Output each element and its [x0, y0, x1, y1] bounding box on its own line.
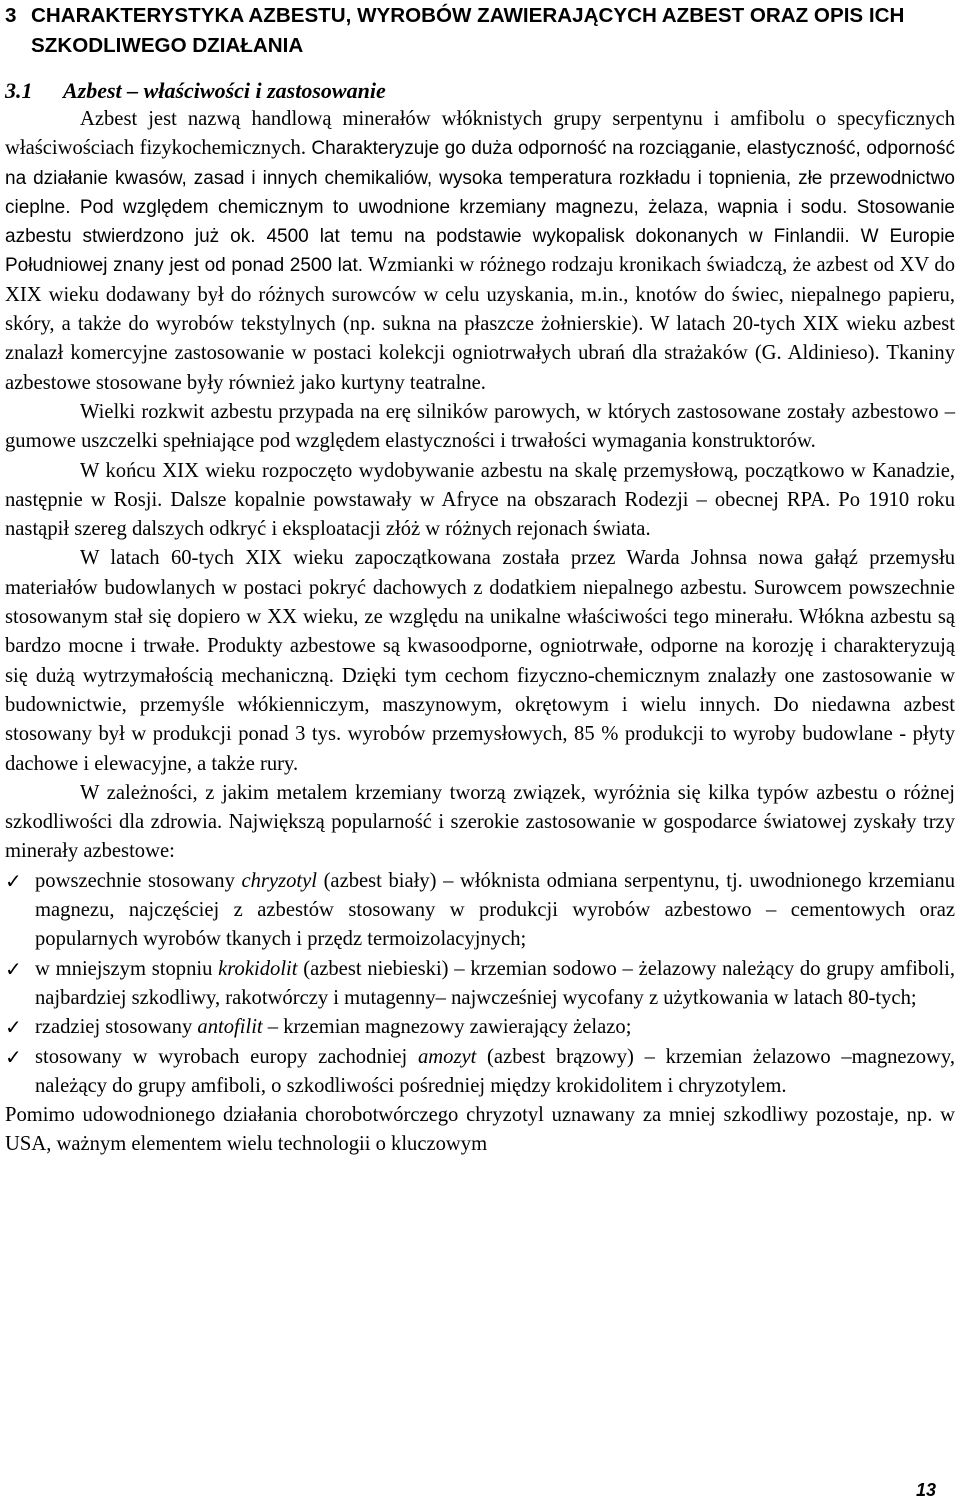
- checkmark-icon: ✓: [5, 1044, 22, 1069]
- section-title: Azbest – właściwości i zastosowanie: [63, 78, 386, 103]
- paragraph-2: Wielki rozkwit azbestu przypada na erę silników parowych, w których zastosowane zostały azbestowo – gumowe uszczelki spełniające pod względem elastyczności i trwałości wymagania konstruktorów.: [5, 400, 955, 453]
- paragraph-1-part-b: Charakteryzuje go duża odporność na rozciąganie, elastyczność, odporność na działanie kwasów, zasad i innych chemikaliów, wysoka temperatura rozkładu i topnienia, złe przewodnictwo cieplne. Pod względem chemicznym to uwodnione krzemiany magnezu, żelaza, wapnia i sodu. Stosowanie azbestu stwierdzono już ok. 4500 lat temu na podstawie wykopalisk dokonanych w Finlandii. W Europie Południowej znany jest od ponad 2500 lat.: [5, 138, 955, 277]
- paragraph-1: [5, 105, 955, 398]
- term-chryzotyl: chryzotyl: [241, 869, 317, 892]
- list-item: ✓ rzadziej stosowany antofilit – krzemian magnezowy zawierający żelazo;: [5, 1013, 955, 1042]
- paragraph-5: W zależności, z jakim metalem krzemiany tworzą związek, wyróżnia się kilka typów azbestu o różnej szkodliwości dla zdrowia. Największą popularność i szerokie zastosowanie w gospodarce światowej zyskały trzy minerały azbestowe:: [5, 781, 955, 863]
- paragraph-1-part-c: Wzmianki w różnego rodzaju kronikach świadczą, że azbest od XV do XIX wieku dodawany był do różnych surowców w celu uzyskania, m.in., knotów do świec, niepalnego papieru, skóry, a także do wyrobów tekstylnych (np. sukna na płaszcze żołnierskie). W latach 20-tych XIX wieku azbest znalazł komercyjne zastosowanie w postaci kolekcji ogniotrwałych ubrań dla strażaków (G. Aldinieso). Tkaniny azbestowe stosowane były również jako kurtyny teatralne.: [5, 254, 956, 394]
- term-amozyt: amozyt: [418, 1045, 477, 1068]
- checkmark-icon: ✓: [5, 1015, 22, 1040]
- page-number: 13: [915, 1480, 936, 1500]
- chapter-number: 3: [5, 4, 17, 27]
- chapter-heading: [5, 0, 955, 60]
- term-antofilit: antofilit: [197, 1016, 263, 1039]
- paragraph-4: W latach 60-tych XIX wieku zapoczątkowana została przez Warda Johnsa nowa gałąź przemysłu materiałów budowlanych w postaci pokryć dachowych z dodatkiem niepalnego azbestu. Surowcem powszechnie stosowanym stał się dopiero w XX wieku, ze względu na unikalne właściwości tego minerału. Włókna azbestu są bardzo mocne i trwałe. Produkty azbestowe są kwasoodporne, ogniotrwałe, odporne na korozję i charakteryzują się dużą wytrzymałością mechaniczną. Dzięki tym cechom fizyczno-chemicznym znalazły one zastosowanie w budownictwie, przemyśle włókienniczym, maszynowym, okrętowym i wielu innych. Do niedawna azbest stosowany był w produkcji ponad 3 tys. wyrobów przemysłowych, 85 % produkcji to wyroby budowlane - płyty dachowe i elewacyjne, a także rury.: [5, 547, 955, 775]
- list-item: ✓ w mniejszym stopniu krokidolit (azbest niebieski) – krzemian sodowo – żelazowy należący do grupy amfiboli, najbardziej szkodliwy, rakotwórczy i mutagenny– najwcześniej wycofany z użytkowania w latach 80-tych;: [5, 956, 955, 1009]
- list-item: ✓ powszechnie stosowany chryzotyl (azbest biały) – włóknista odmiana serpentynu, tj. uwodnionego krzemianu magnezu, najczęściej z azbestów stosowany w produkcji wyrobów azbestowo – cementowych oraz popularnych wyrobów tkanych i przędz termoizolacyjnych;: [5, 868, 956, 951]
- list-item: ✓ stosowany w wyrobach europy zachodniej amozyt (azbest brązowy) – krzemian żelazowo –magnezowy, należący do grupy amfiboli, o szkodliwości pośredniej między krokidolitem i chryzotylem.: [5, 1044, 955, 1097]
- paragraph-1-part-a: Azbest jest nazwą handlową minerałów włóknistych grupy serpentynu i amfibolu o specyficznych właściwościach fizykochemicznych.: [5, 108, 955, 160]
- checkmark-icon: ✓: [5, 956, 22, 981]
- paragraph-3: W końcu XIX wieku rozpoczęto wydobywanie azbestu na skalę przemysłową, początkowo w Kanadzie, następnie w Rosji. Dalsze kopalnie powstawały w Afryce na obszarach Rodezji – obecnej RPA. Po 1910 roku nastąpił szereg dalszych odkryć i eksploatacji złóż w różnych rejonach świata.: [5, 459, 955, 541]
- document-page: [5, 0, 955, 1160]
- section-heading: [5, 76, 955, 105]
- section-number: 3.1: [5, 78, 33, 103]
- chapter-title: CHARAKTERYSTYKA AZBESTU, WYROBÓW ZAWIERAJĄCYCH AZBEST ORAZ OPIS ICH SZKODLIWEGO DZIAŁANIA: [31, 4, 905, 57]
- checkmark-icon: ✓: [5, 868, 22, 893]
- term-krokidolit: krokidolit: [218, 957, 298, 980]
- closing-paragraph: Pomimo udowodnionego działania chorobotwórczego chryzotyl uznawany za mniej szkodliwy pozostaje, np. w USA, ważnym elementem wielu technologii o kluczowym: [5, 1104, 955, 1156]
- asbestos-types-list: [5, 867, 955, 1101]
